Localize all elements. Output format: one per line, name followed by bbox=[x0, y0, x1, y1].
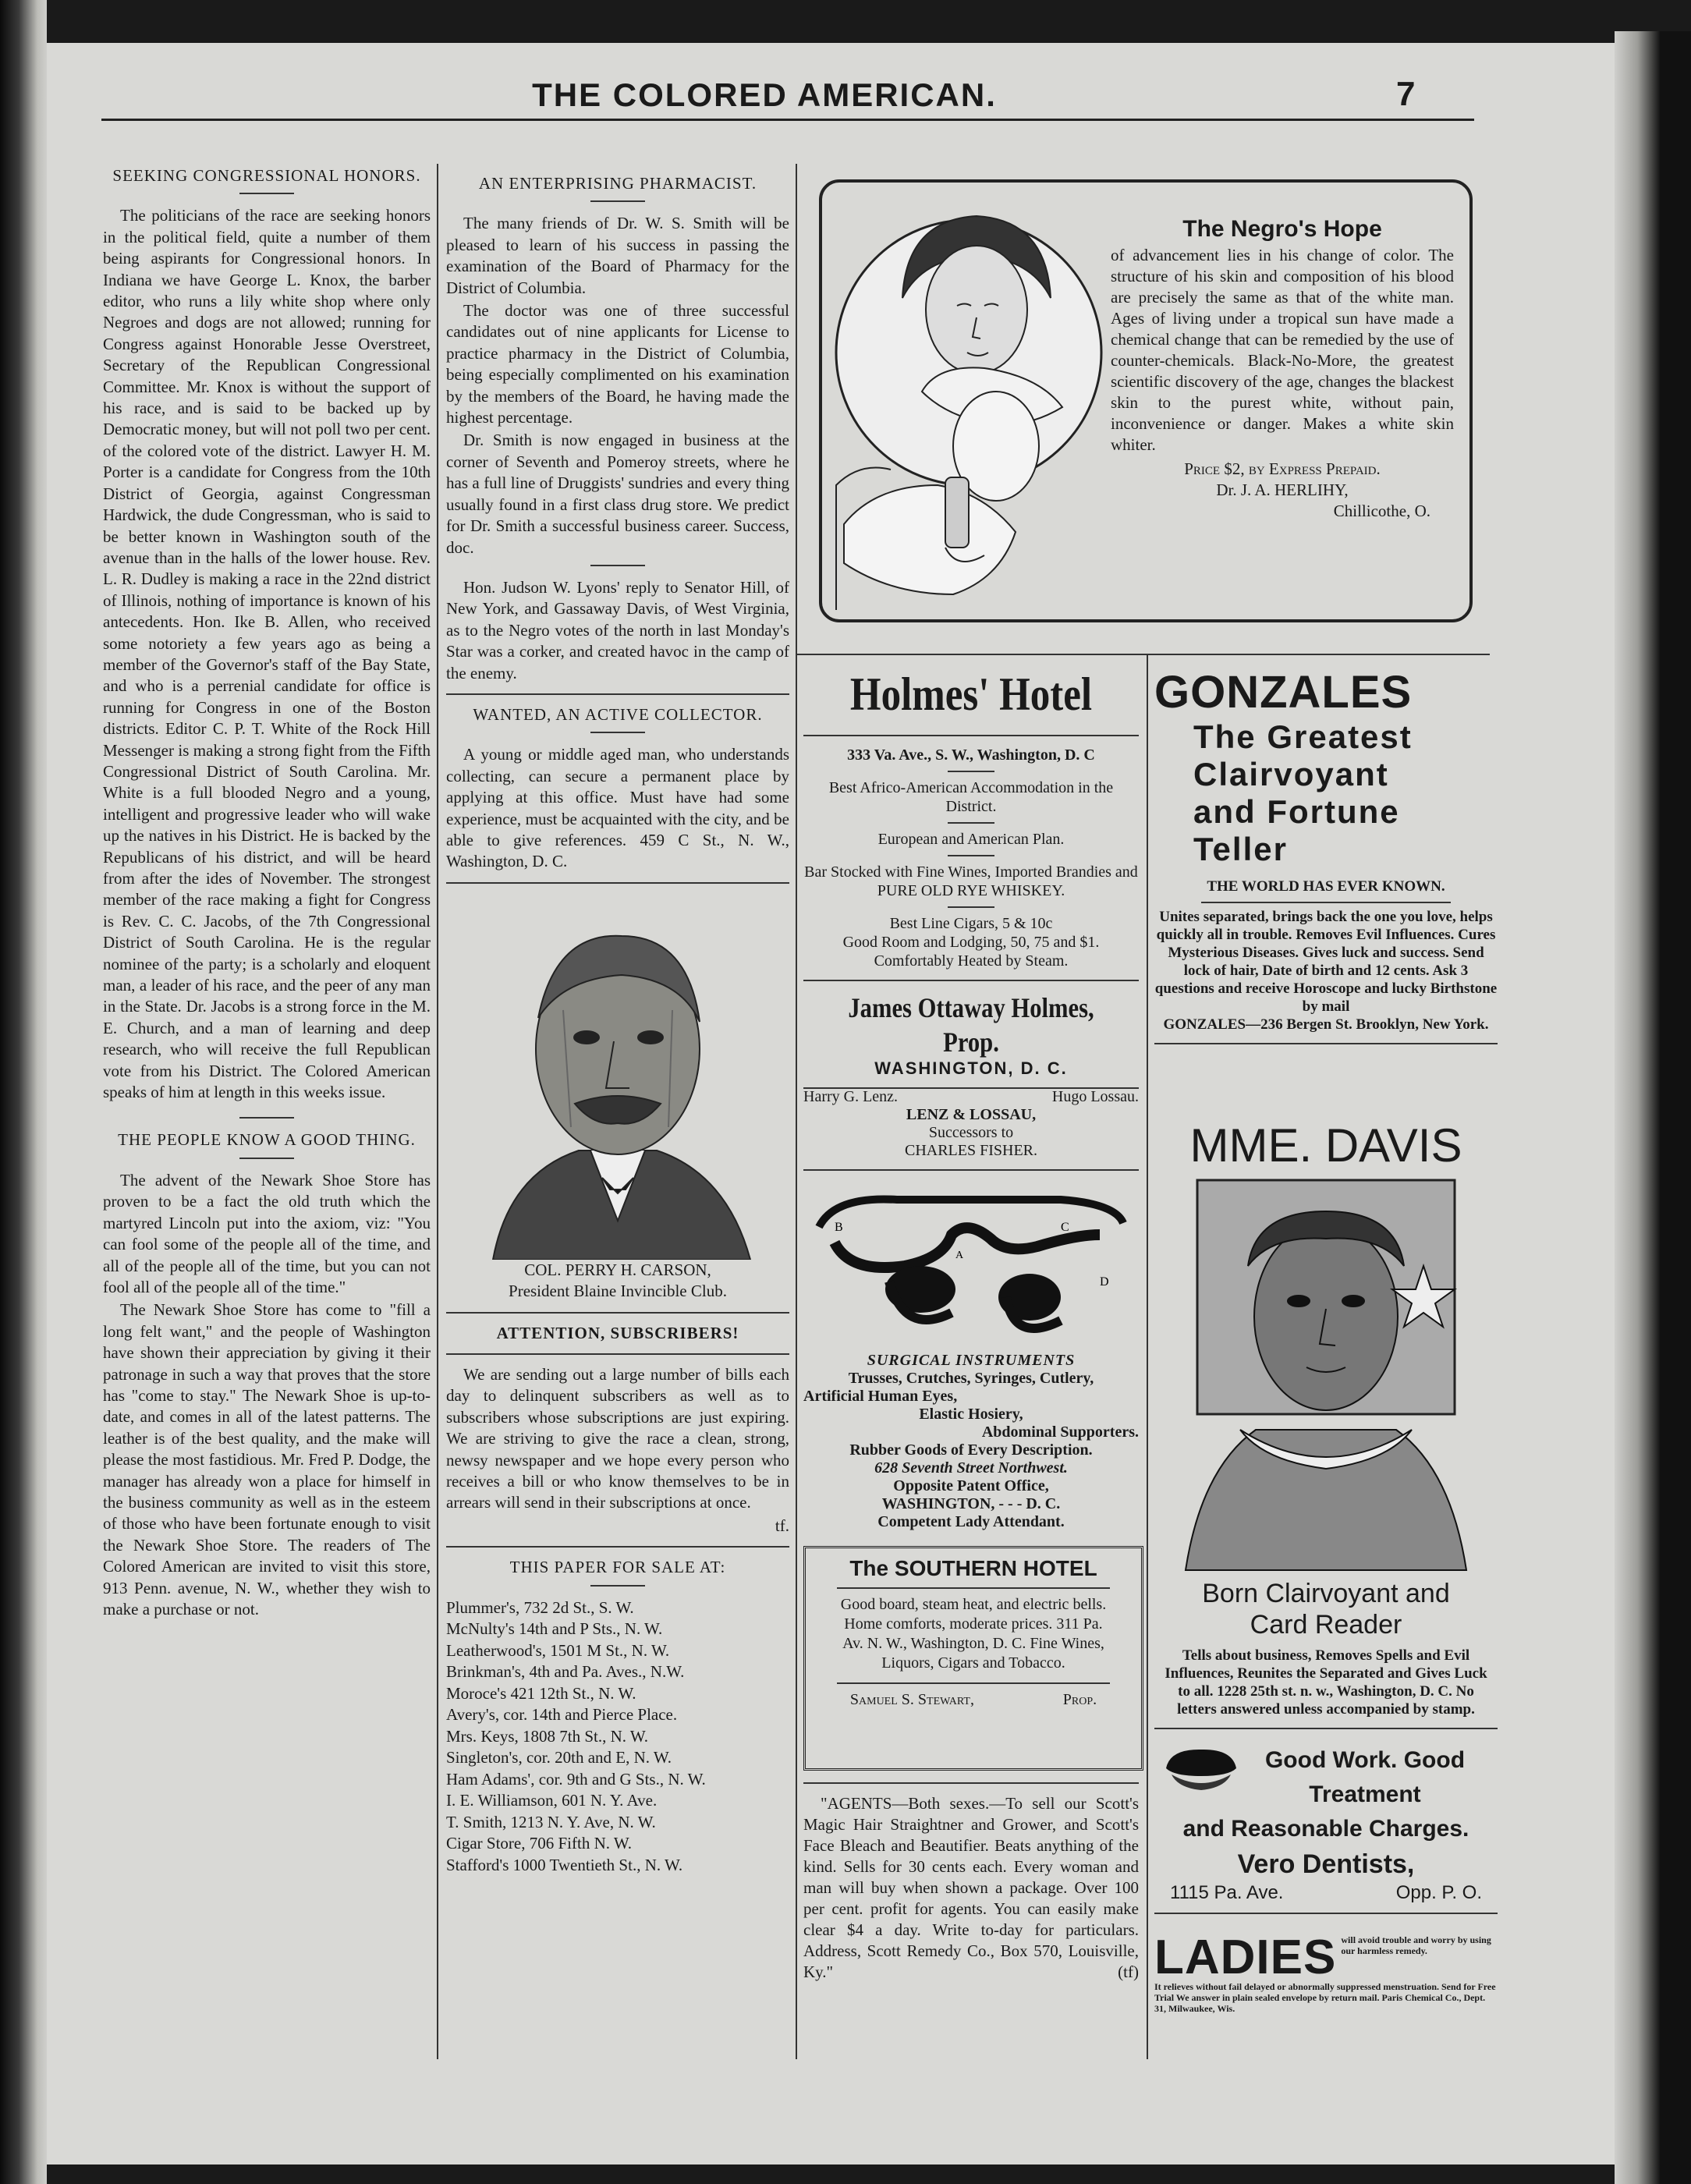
ad-line: Good Room and Lodging, 50, 75 and $1. bbox=[842, 934, 1100, 951]
article-rule bbox=[239, 1117, 294, 1119]
ad-rule bbox=[803, 735, 1139, 736]
sale-item: Avery's, cor. 14th and Pierce Place. bbox=[446, 1705, 678, 1725]
ad-title: GONZALES bbox=[1154, 667, 1413, 718]
portrait-caption-title: President Blaine Invincible Club. bbox=[509, 1282, 727, 1301]
ad-successors: Successors to bbox=[928, 1124, 1014, 1141]
sale-item: T. Smith, 1213 N. Y. Ave, N. W. bbox=[446, 1812, 656, 1831]
ad-line: Trusses, Crutches, Syringes, Cutlery, bbox=[848, 1370, 1094, 1387]
column-rule-3 bbox=[1147, 655, 1148, 2059]
ad-rule bbox=[1154, 1728, 1498, 1729]
ad-body: "AGENTS—Both sexes.—To sell our Scott's Magic Hair Straightner and Grower, and Scott's Face Bleach and Beautifier. Beats anything of the kind. Sells for 30 cents each. Every woman and man will buy when shown a package. Over 100 per cent. profit for agents. You can easily make clear $4 a day. Write to-day for particulars. Address, Scott Remedy Co., Box 570, Louisville, Ky." bbox=[803, 1794, 1139, 1981]
article-paragraph: Hon. Judson W. Lyons' reply to Senator Hill, of New York, and Gassaway Davis, of West Virginia, as to the Negro votes of the north in last Monday's Star was a corker, and created havoc in the camp of the enemy. bbox=[446, 577, 789, 682]
article-rule bbox=[446, 882, 789, 884]
sale-item: Leatherwood's, 1501 M St., N. W. bbox=[446, 1640, 670, 1660]
ad-tag: (tf) bbox=[1118, 1962, 1139, 1981]
truss-label-b: B bbox=[835, 1221, 843, 1234]
ad-name: Vero Dentists, bbox=[1237, 1849, 1415, 1879]
masthead-rule bbox=[101, 119, 1474, 121]
heading-rule bbox=[446, 1353, 789, 1355]
heading-rule bbox=[239, 1158, 294, 1159]
sale-item: Mrs. Keys, 1808 7th St., N. W. bbox=[446, 1726, 649, 1746]
sale-item: Brinkman's, 4th and Pa. Aves., N.W. bbox=[446, 1662, 685, 1682]
ad-rule bbox=[837, 1587, 1110, 1589]
heading-rule bbox=[590, 732, 645, 733]
ad-southern-hotel bbox=[803, 1546, 1143, 1771]
ad-role: Prop. bbox=[1062, 1691, 1097, 1708]
ad-tagline: Clairvoyant bbox=[1193, 756, 1389, 792]
sale-list bbox=[446, 1597, 789, 1877]
ad-line: Rubber Goods of Every Description. bbox=[849, 1441, 1093, 1459]
ad-line: and Reasonable Charges. bbox=[1182, 1816, 1469, 1842]
ad-predecessor: CHARLES FISHER. bbox=[904, 1142, 1038, 1159]
ad-line: European and American Plan. bbox=[877, 831, 1065, 848]
ad-body: Tells about business, Removes Spells and Evil Influences, Reunites the Separated and Gives Luck to all. 1228 25th st. n. w., Washington, D. C. No letters answered unless accompanied by stamp. bbox=[1165, 1647, 1487, 1718]
ad-partners bbox=[803, 1088, 1139, 1106]
ad-body: Unites separated, brings back the one you love, helps quickly all in trouble. Removes Evil Influences. Cures Mysterious Diseases. Gives luck and success. Send lock of hair, Date of birth and 12 cents. Ask 3 questions and receive Horoscope and lucky Birthstone by mail bbox=[1154, 909, 1498, 1016]
ad-subtitle: Card Reader bbox=[1250, 1610, 1402, 1640]
ad-line: WASHINGTON, - - - D. C. bbox=[881, 1495, 1061, 1512]
ad-line: PURE OLD RYE WHISKEY. bbox=[877, 882, 1065, 899]
ad-proprietor: James Ottaway Holmes, Prop. bbox=[848, 992, 1094, 1058]
ad-title: The Negro's Hope bbox=[1182, 216, 1382, 242]
sale-item: Cigar Store, 706 Fifth N. W. bbox=[446, 1834, 633, 1853]
ad-rule bbox=[803, 1169, 1139, 1171]
truss-illustration bbox=[803, 1180, 1139, 1352]
article-rule bbox=[590, 565, 645, 566]
ad-line: Elastic Hosiery, bbox=[919, 1406, 1023, 1423]
sale-item: Singleton's, cor. 20th and E, N. W. bbox=[446, 1748, 672, 1767]
ad-illustration bbox=[828, 189, 1109, 610]
ad-agents bbox=[803, 1782, 1139, 1983]
davis-illustration bbox=[1154, 1172, 1498, 1578]
sale-item: Stafford's 1000 Twentieth St., N. W. bbox=[446, 1855, 683, 1874]
ad-address: 1115 Pa. Ave. bbox=[1170, 1882, 1284, 1903]
ad-address-row bbox=[1154, 1882, 1498, 1903]
ad-negros-hope bbox=[819, 179, 1473, 622]
article-rule bbox=[446, 1312, 789, 1314]
ad-line: Treatment bbox=[1309, 1782, 1421, 1807]
ad-subtitle: Born Clairvoyant and bbox=[1202, 1579, 1450, 1608]
column-rule-2 bbox=[796, 164, 797, 2059]
ad-line: Best Line Cigars, 5 & 10c bbox=[889, 915, 1053, 932]
heading-rule bbox=[239, 193, 294, 194]
ad-line: Comfortably Heated by Steam. bbox=[874, 952, 1069, 970]
ad-partner-right: Hugo Lossau. bbox=[1051, 1088, 1139, 1105]
truss-label-c: C bbox=[1061, 1221, 1069, 1234]
ad-line: Artificial Human Eyes, bbox=[803, 1388, 958, 1405]
ad-rule bbox=[948, 822, 994, 824]
article-rule bbox=[446, 693, 789, 695]
sale-item: Moroce's 421 12th St., N. W. bbox=[446, 1683, 636, 1703]
page-binding-shadow bbox=[0, 0, 47, 2184]
ad-opposite: Opp. P. O. bbox=[1395, 1882, 1482, 1903]
ad-subhead: THE WORLD HAS EVER KNOWN. bbox=[1207, 878, 1445, 895]
ad-line: Bar Stocked with Fine Wines, Imported Brandies and bbox=[804, 863, 1138, 881]
ad-title: The SOUTHERN HOTEL bbox=[849, 1556, 1097, 1580]
article-tag: tf. bbox=[775, 1516, 789, 1535]
ad-body: Good board, steam heat, and electric bells. Home comforts, moderate prices. 311 Pa. Av. N. W., Washington, D. C. Fine Wines, Liquors, Cigars and Tobacco. bbox=[840, 1596, 1107, 1672]
page-edge-shadow bbox=[1615, 31, 1691, 2184]
ad-line: Competent Lady Attendant. bbox=[877, 1513, 1065, 1530]
article-paragraph: Dr. Smith is now engaged in business at the corner of Seventh and Pomeroy streets, where he has a full line of Druggists' sundries and every thing usually found in a first class drug store. We predict for Dr. Smith a successful business career. Success, doc. bbox=[446, 431, 789, 557]
ad-rule bbox=[837, 1682, 1110, 1684]
ad-tagline: and Fortune bbox=[1193, 793, 1400, 830]
heading-rule bbox=[590, 200, 645, 202]
ad-title: MME. DAVIS bbox=[1189, 1119, 1462, 1172]
ad-tagline: Teller bbox=[1193, 831, 1288, 867]
teeth-icon bbox=[1162, 1745, 1240, 1795]
sale-item: Plummer's, 732 2d St., S. W. bbox=[446, 1597, 634, 1617]
ad-line: 628 Seventh Street Northwest. bbox=[874, 1459, 1068, 1477]
article-rule bbox=[446, 1546, 789, 1548]
ad-rule bbox=[1201, 902, 1451, 903]
article-paragraph: The politicians of the race are seeking honors in the political field, quite a number of them being aspirants for Congressional honors. In Indiana we have George L. Knox, the barber editor, who runs a lily white shop where only Negroes and dogs are not allowed; running for Congress against Honorable Jesse Overstreet, Secretary of the Republican Congressional Committee. Mr. Knox is without the support of his race, and is said to be backed up by Democratic money, but will not poll two per cent. of the colored vote of the district. Lawyer H. M. Porter is a candidate for Congress from the 10th District of Georgia, against Congressman Hardwick, the dude Congressman, who is said to be better known in Washington south of the avenue than in the halls of the lower house. Rev. L. R. Dudley is making a race in the 22nd district of Illinois, nothing of importance is known of his antecedents. Hon. Ike B. Allen, who received some notoriety a few years ago as being a member of the Governor's staff of the Bay State, and who is a perrenial candidate for office is running for Congress in one of the Boston districts. Editor C. P. T. White of the Rock Hill Messenger is making a strong fight from the Fifth Congressional District of South Carolina. Mr. White is a full blooded Negro and a young, intelligent and progressive leader who will wake up the natives in his District. He is backed by the Republicans of his district, and will be heard from after the ides of November. The strongest member of the race making a fight for Congress is Rev. C. C. Jacobs, of the 7th Congressional District of South Carolina. He is the regular nominee of the party; is a scholarly and eloquent man, a leader of his race, and the peer of any man in the State. Dr. Jacobs is a strong force in the M. E. Church, and a man of learning and deep research, who will receive the full Republican vote from his District. The Colored American speaks of him at length in this weeks issue. bbox=[103, 206, 431, 1102]
ad-address: 333 Va. Ave., S. W., Washington, D. C bbox=[847, 746, 1095, 764]
article-heading: ATTENTION, SUBSCRIBERS! bbox=[496, 1323, 739, 1342]
article-paragraph: We are sending out a large number of bills each day to delinquent subscribers as well as to subscribers whose subscriptions are just expiring. We are striving to give the race a clean, strong, newsy newspaper and we hope every person who receives a bill or who know themselves to be in arrears will send in their subscriptions at once. bbox=[446, 1365, 789, 1512]
sale-heading: THIS PAPER FOR SALE AT: bbox=[509, 1558, 726, 1577]
ad-rule bbox=[948, 771, 994, 772]
article-heading: AN ENTERPRISING PHARMACIST. bbox=[478, 174, 757, 193]
ad-rule bbox=[803, 1782, 1139, 1784]
ad-mme-davis bbox=[1154, 1119, 1498, 1739]
ad-rule bbox=[803, 980, 1139, 981]
ad-signer: Dr. J. A. HERLIHY, bbox=[1216, 480, 1349, 499]
ad-line: Best Africo-American Accommodation in the District. bbox=[828, 779, 1114, 815]
ad-line: Good Work. Good bbox=[1264, 1747, 1466, 1773]
ad-partner-left: Harry G. Lenz. bbox=[803, 1088, 899, 1105]
ad-tagline: The Greatest bbox=[1193, 718, 1413, 755]
ad-text bbox=[1111, 214, 1454, 522]
ad-rule bbox=[948, 906, 994, 908]
article-paragraph: The Newark Shoe Store has come to "fill a long felt want," and the people of Washington have shown their appreciation by giving it their patronage in such a way that proves that the store has "come to stay." The Newark Shoe is up-to-date, and comes in all of the latest patterns. The leather is of the best quality, and the make will please the most fastidious. Mr. Fred P. Dodge, the manager has already won a place for himself in the business community as well as in the esteem of those who have been fortunate enough to visit the Newark Shoe Store. The readers of The Colored American are invited to visit this store, 913 Penn. avenue, N. W., whether they wish to make a purchase or not. bbox=[103, 1300, 431, 1618]
ad-price: Price $2, by Express Prepaid. bbox=[1184, 459, 1381, 478]
sale-item: I. E. Williamson, 601 N. Y. Ave. bbox=[446, 1791, 658, 1810]
truss-label-a: A bbox=[955, 1250, 964, 1261]
portrait-illustration bbox=[446, 893, 789, 1260]
column-rule-1 bbox=[437, 164, 438, 2059]
article-paragraph: A young or middle aged man, who understands collecting, can secure a permanent place by applying at this office. Must have had some experience, must be acquainted with the city, and be able to give references. 459 C St., N. W., Washington, D. C. bbox=[446, 745, 789, 871]
ad-vero-dentists bbox=[1154, 1743, 1498, 1923]
ad-title: Holmes' Hotel bbox=[849, 668, 1093, 720]
ad-rule bbox=[948, 855, 994, 856]
ad-body: of advancement lies in his change of color. The structure of his skin and composition of his blood are precisely the same as that of the white man. Ages of living under a tropical sun have made a chemical change that can be remedied by the use of counter-chemicals. Black-No-More, the greatest scientific discovery of the age, changes the blackest skin to the purest white, without pain, inconvenience or danger. Makes a white skin whiter. bbox=[1111, 246, 1454, 454]
ad-city: WASHINGTON, D. C. bbox=[874, 1058, 1068, 1078]
ad-ladies bbox=[1154, 1930, 1498, 2014]
ad-gonzales bbox=[1154, 667, 1498, 1054]
ad-lenz-lossau bbox=[803, 1088, 1139, 1531]
ad-firm: LENZ & LOSSAU, bbox=[906, 1106, 1037, 1123]
ad-ladies-head bbox=[1154, 1930, 1498, 1984]
sale-item: Ham Adams', cor. 9th and G Sts., N. W. bbox=[446, 1769, 706, 1789]
ad-address: GONZALES—236 Bergen St. Brooklyn, New York. bbox=[1163, 1016, 1489, 1034]
ad-signer: Samuel S. Stewart, bbox=[849, 1691, 974, 1708]
ad-line: Opposite Patent Office, bbox=[893, 1477, 1049, 1494]
article-paragraph: The advent of the Newark Shoe Store has proven to be a fact the old truth which the martyred Lincoln put into the axiom, viz: "You can fool some of the people all of the time, and all of the people all of the time, but you can not fool all of the people all of the time." bbox=[103, 1170, 431, 1296]
ad-body: It relieves without fail delayed or abnormally suppressed menstruation. Send for Free Trial We answer in plain sealed envelope by return mail. Paris Chemical Co., Dept. 31, Milwaukee, Wis. bbox=[1154, 1981, 1496, 2014]
ad-line: Abdominal Supporters. bbox=[981, 1424, 1139, 1441]
heading-rule bbox=[590, 1585, 645, 1587]
sale-item: McNulty's 14th and P Sts., N. W. bbox=[446, 1619, 663, 1639]
article-heading: WANTED, AN ACTIVE COLLECTOR. bbox=[473, 704, 763, 724]
masthead-title: THE COLORED AMERICAN. bbox=[532, 76, 997, 113]
article-heading: SEEKING CONGRESSIONAL HONORS. bbox=[112, 166, 421, 185]
ad-rule bbox=[1154, 1913, 1498, 1914]
ad-signature bbox=[806, 1690, 1141, 1710]
portrait-caption-name: COL. PERRY H. CARSON, bbox=[524, 1260, 711, 1279]
truss-label-d: D bbox=[1100, 1275, 1109, 1289]
article-paragraph: The doctor was one of three successful candidates out of nine applicants for License to practice pharmacy in the District of Columbia, being especially complimented on his examination by the members of the Board, he having made the highest percentage. bbox=[446, 301, 789, 427]
column-2 bbox=[446, 173, 789, 1876]
ad-side-text: will avoid trouble and worry by using our harmless remedy. bbox=[1341, 1934, 1491, 1956]
article-paragraph: The many friends of Dr. W. S. Smith will be pleased to learn of his success in passing the examination of the Board of Pharmacy for the District of Columbia. bbox=[446, 214, 789, 297]
ad-heading: SURGICAL INSTRUMENTS bbox=[867, 1352, 1076, 1369]
ad-holmes-hotel bbox=[803, 663, 1139, 1098]
ad-title: LADIES bbox=[1154, 1930, 1337, 1984]
ad-rule bbox=[1154, 1043, 1498, 1044]
column-1 bbox=[103, 165, 431, 1622]
article-heading: THE PEOPLE KNOW A GOOD THING. bbox=[118, 1130, 416, 1150]
ad-section-rule bbox=[796, 654, 1490, 655]
ad-place: Chillicothe, O. bbox=[1333, 502, 1430, 520]
page-number: 7 bbox=[1396, 75, 1416, 113]
